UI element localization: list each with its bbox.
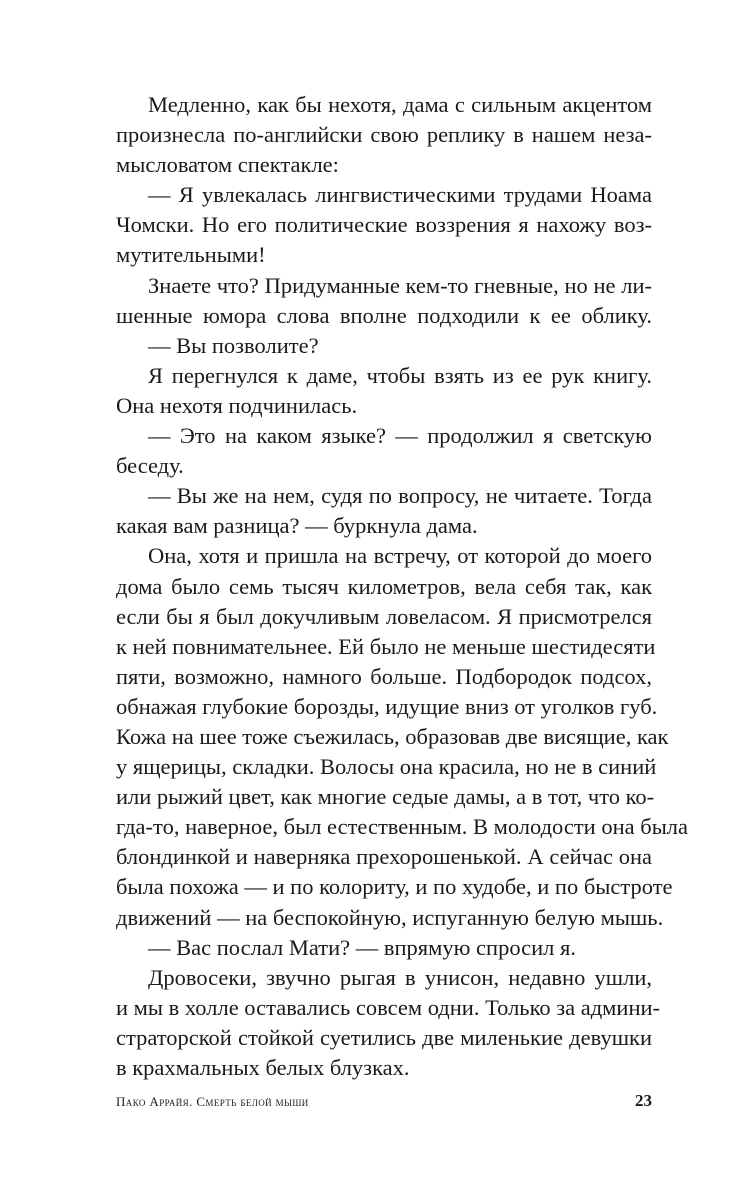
text-line: у ящерицы, складки. Волосы она красила, но не в синий <box>116 754 657 780</box>
text-line: мысловатом спектакле: <box>116 152 339 178</box>
text-line: произнесла по-английски свою реплику в нашем неза- <box>116 122 652 148</box>
text-line: — Вас послал Мати? — впрямую спросил я. <box>148 934 576 960</box>
text-line: к ней повнимательнее. Ей было не меньше шестидесяти <box>116 633 656 659</box>
text-line: беседу. <box>116 453 184 479</box>
text-line: — Я увлекалась лингвистическими трудами Ноама <box>148 182 652 208</box>
text-line: — Вы же на нем, судя по вопросу, не читаете. Тогда <box>148 483 652 509</box>
text-line: Я перегнулся к даме, чтобы взять из ее рук книгу. <box>148 362 652 388</box>
text-line: Кожа на шее тоже съежилась, образовав две висящие, как <box>116 723 669 749</box>
text-line: Чомски. Но его политические воззрения я нахожу воз- <box>116 212 652 238</box>
text-line: и мы в холле оставались совсем одни. Только за админи- <box>116 994 661 1020</box>
text-line: Она, хотя и пришла на встречу, от которой до моего <box>148 543 652 569</box>
text-line: — Вы позволите? <box>148 332 319 358</box>
text-line: Знаете что? Придуманные кем-то гневные, но не ли- <box>148 272 652 298</box>
text-line: обнажая глубокие борозды, идущие вниз от уголков губ. <box>116 693 658 719</box>
running-head: Пако Аррайя. Смерть белой мыши <box>116 1094 309 1109</box>
text-line: в крахмальных белых блузках. <box>116 1055 410 1080</box>
text-line: мутительными! <box>116 242 266 268</box>
text-line: была похожа — и по колориту, и по худобе, и по быстроте <box>116 874 673 900</box>
text-line: Дровосеки, звучно рыгая в унисон, недавно ушли, <box>148 964 652 990</box>
text-line: блондинкой и наверняка прехорошенькой. А сейчас она <box>116 844 652 870</box>
text-line: дома было семь тысяч километров, вела себя так, как <box>116 573 652 599</box>
page-number: 23 <box>635 1091 652 1110</box>
text-line: движений — на беспокойную, испуганную белую мышь. <box>116 904 664 930</box>
text-line: страторской стойкой суетились две миленькие девушки <box>116 1024 652 1050</box>
text-line: Она нехотя подчинилась. <box>116 392 358 418</box>
text-line: — Это на каком языке? — продолжил я светскую <box>148 423 652 449</box>
text-line: какая вам разница? — буркнула дама. <box>116 513 478 539</box>
text-line: если бы я был докучливым ловеласом. Я присмотрелся <box>116 603 652 629</box>
page-footer <box>116 1091 652 1118</box>
body-text <box>116 90 689 1083</box>
text-line: гда-то, наверное, был естественным. В молодости она была <box>116 814 689 840</box>
text-line: пяти, возможно, намного больше. Подбородок подсох, <box>116 663 652 689</box>
text-line: шенные юмора слова вполне подходили к ее облику. <box>116 302 652 328</box>
text-line: Медленно, как бы нехотя, дама с сильным акцентом <box>148 92 652 117</box>
text-line: или рыжий цвет, как многие седые дамы, а в тот, что ко- <box>116 784 655 810</box>
